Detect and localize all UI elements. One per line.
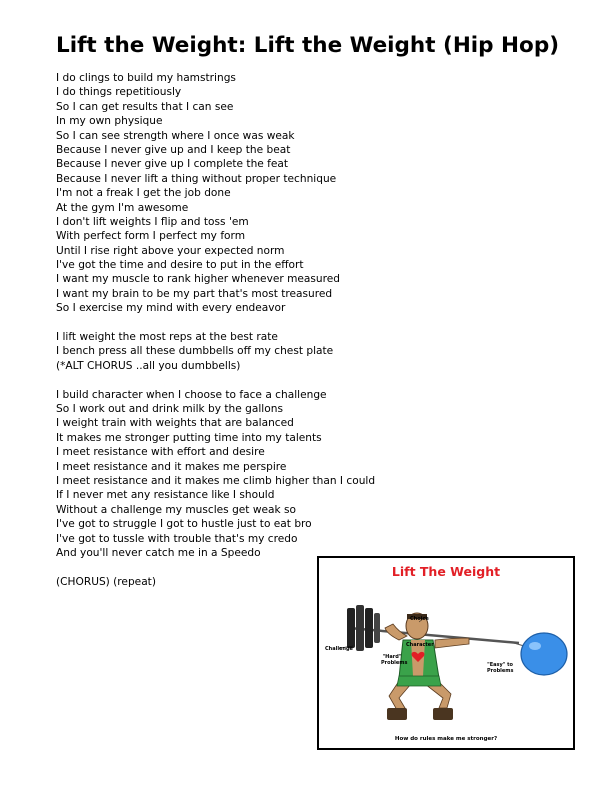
lyric-line: Without a challenge my muscles get weak so: [56, 503, 297, 516]
lyric-line: Until I rise right above your expected norm: [56, 244, 285, 257]
lyric-line: Because I never give up I complete the feat: [56, 158, 289, 171]
lyric-line: I do things repetitiously: [56, 86, 182, 99]
lyric-line: At the gym I'm awesome: [56, 201, 189, 214]
weight-plate: [365, 608, 373, 648]
weight-plate: [356, 605, 364, 651]
lyric-line: I bench press all these dumbbells off my chest plate: [56, 345, 334, 358]
lyric-line: So I can see strength where I once was weak: [56, 129, 295, 142]
weightlifter-illustration: [319, 558, 573, 748]
lifter-right-arm: [435, 638, 469, 648]
balloon: [521, 633, 567, 675]
lyric-line: I'm not a freak I get the job done: [56, 187, 231, 200]
lyric-line: In my own physique: [56, 115, 163, 128]
character-label: Character: [406, 642, 434, 648]
hard-problems-label: "Hard" Problems: [381, 654, 408, 666]
challenge-label: Challenge: [325, 646, 353, 652]
lyric-line: I meet resistance with effort and desire: [56, 446, 265, 459]
lyric-line: I don't lift weights I flip and toss 'em: [56, 215, 249, 228]
lyric-line: (CHORUS) (repeat): [56, 575, 156, 588]
lyric-line: I've got to struggle I got to hustle just to eat bro: [56, 518, 312, 531]
poster-question: How do rules make me stronger?: [394, 736, 498, 742]
lyric-line: I want my brain to be my part that's most treasured: [56, 287, 333, 300]
weight-plate: [347, 608, 355, 648]
lyric-line: I meet resistance and it makes me perspire: [56, 460, 287, 473]
choice-label: Choice: [410, 616, 429, 622]
lyric-line: I lift weight the most reps at the best rate: [56, 331, 278, 344]
lyric-line: I want my muscle to rank higher whenever measured: [56, 273, 341, 286]
lyric-line: So I work out and drink milk by the gallons: [56, 402, 283, 415]
lifter-right-boot: [433, 708, 453, 720]
lyric-line: I've got to tussle with trouble that's my credo: [56, 532, 298, 545]
lyric-line: If I never met any resistance like I should: [56, 489, 275, 502]
stanza-gap: [56, 373, 375, 387]
easy-problems-label: "Easy" to Problems: [487, 662, 514, 674]
lyric-line: I do clings to build my hamstrings: [56, 72, 236, 84]
lyric-line: So I exercise my mind with every endeavor: [56, 302, 286, 315]
balloon-shine: [529, 642, 541, 650]
lyrics: [56, 71, 375, 589]
lift-the-weight-poster: [317, 556, 575, 750]
lyric-line: So I can get results that I can see: [56, 100, 234, 113]
lyric-line: Because I never lift a thing without proper technique: [56, 172, 337, 185]
weight-plate: [374, 613, 380, 643]
lyric-line: I weight train with weights that are balanced: [56, 417, 294, 430]
stanza-gap: [56, 316, 375, 330]
lyric-line: And you'll never catch me in a Speedo: [56, 546, 261, 559]
song-title: Lift the Weight: Lift the Weight (Hip Hop): [56, 33, 560, 58]
lyric-line: It makes me stronger putting time into my talents: [56, 431, 322, 444]
lyric-line: I meet resistance and it makes me climb higher than I could: [56, 474, 376, 487]
lyric-line: With perfect form I perfect my form: [56, 230, 246, 243]
lifter-left-boot: [387, 708, 407, 720]
lyric-line: I've got the time and desire to put in the effort: [56, 259, 304, 272]
lyric-line: (*ALT CHORUS ..all you dumbbells): [56, 359, 241, 372]
lyric-line: Because I never give up and I keep the beat: [56, 143, 291, 156]
lifter-shorts: [397, 676, 441, 686]
lyric-line: I build character when I choose to face a challenge: [56, 388, 327, 401]
poster-title: Lift The Weight: [391, 564, 501, 579]
